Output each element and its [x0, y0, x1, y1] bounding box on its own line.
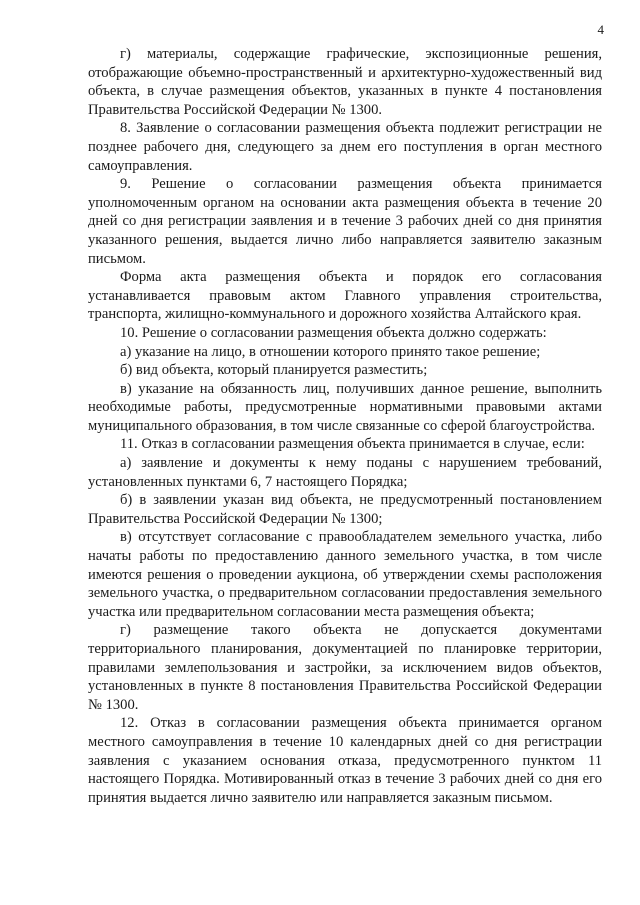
paragraph-9: 9. Решение о согласовании размещения объекта принимается уполномоченным органом на основании акта размещения объекта в течение 20 дней со дня регистрации заявления и в течение 3 рабочих дней со дня принятия указанного решения, выдается лично либо направляется заявителю заказным письмом.	[88, 176, 602, 267]
paragraph-act-form: Форма акта размещения объекта и порядок его согласования устанавливается правовым актом Главного управления строительства, транспорта, жилищно-коммунального и дорожного хозяйства Алтайского края.	[88, 269, 602, 323]
paragraph-10b: б) вид объекта, который планируется разместить;	[120, 362, 428, 379]
page-number: 4	[597, 22, 604, 37]
paragraph-10a: а) указание на лицо, в отношении которого принято такое решение;	[120, 343, 541, 360]
paragraph-11a: а) заявление и документы к нему поданы с нарушением требований, установленных пунктами 6, 7 настоящего Порядка;	[88, 455, 602, 490]
document-body	[88, 45, 602, 807]
paragraph-11b: б) в заявлении указан вид объекта, не предусмотренный постановлением Правительства Российской Федерации № 1300;	[88, 492, 602, 527]
paragraph-10v: в) указание на обязанность лиц, получивших данное решение, выполнить необходимые работы, предусмотренные нормативными правовыми актами муниципального образования, в том числе связанные со сферой благоустройства.	[88, 380, 602, 434]
paragraph-12: 12. Отказ в согласовании размещения объекта принимается органом местного самоуправления в течение 10 календарных дней со дня регистрации заявления с указанием основания отказа, предусмотренного пунктом 11 настоящего Порядка. Мотивированный отказ в течение 3 рабочих дней со дня его принятия выдается лично заявителю или направляется заказным письмом.	[88, 715, 602, 806]
paragraph-11v: в) отсутствует согласование с правообладателем земельного участка, либо начаты работы по предоставлению данного земельного участка, в том числе имеются решения о проведении аукциона, об утверждении схемы расположения земельного участка, о предварительном согласовании предоставления земельного участка или предварительном согласовании места размещения объекта;	[88, 529, 602, 620]
paragraph-10: 10. Решение о согласовании размещения объекта должно содержать:	[120, 324, 547, 341]
paragraph-11: 11. Отказ в согласовании размещения объекта принимается в случае, если:	[120, 436, 585, 453]
paragraph-4g: г) материалы, содержащие графические, экспозиционные решения, отображающие объемно-пространственный и архитектурно-художественный вид объекта, в случае размещения объектов, указанных в пункте 4 постановления Правительства Российской Федерации № 1300.	[88, 46, 602, 118]
paragraph-8: 8. Заявление о согласовании размещения объекта подлежит регистрации не позднее рабочего дня, следующего за днем его поступления в орган местного самоуправления.	[88, 120, 602, 174]
paragraph-11g: г) размещение такого объекта не допускается документами территориального планирования, документацией по планировке территории, правилами землепользования и застройки, за исключением видов объектов, установленных в пункте 8 постановления Правительства Российской Федерации № 1300.	[88, 622, 602, 713]
